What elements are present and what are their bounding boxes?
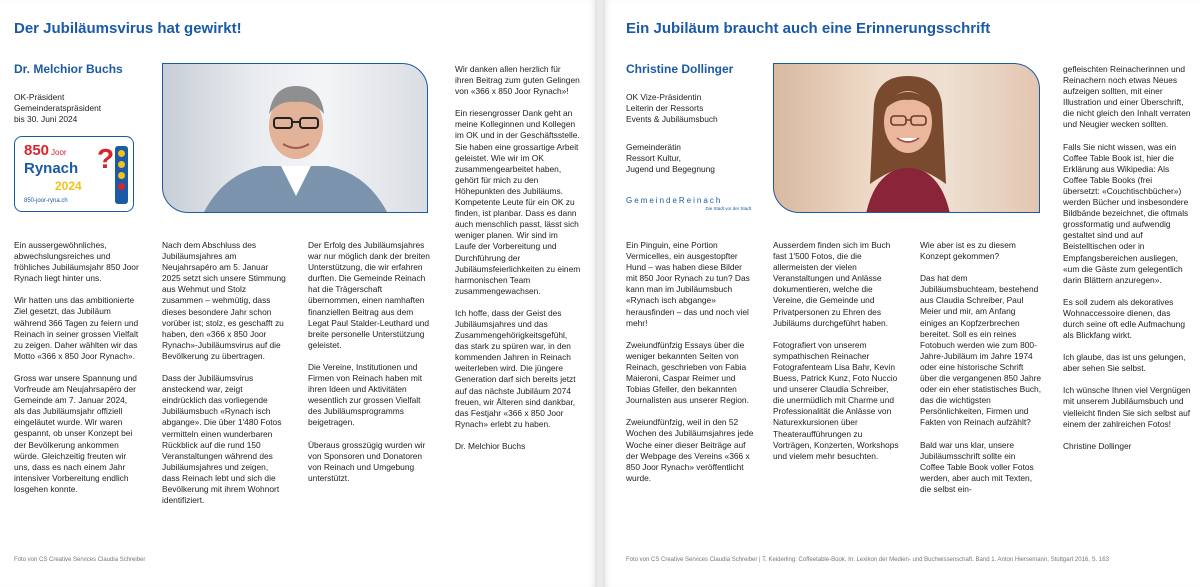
role-line: Gemeinderätin	[626, 142, 681, 152]
right-author-role-2	[626, 142, 715, 175]
jubilee-logo	[14, 136, 134, 212]
logo-name: Rynach	[24, 160, 79, 177]
right-column-3	[920, 240, 1042, 495]
paragraph: Überaus grosszügig wurden wir von Sponsoren und Donatoren von Reinach und Umgebung unterstützt.	[308, 439, 426, 483]
paragraph: Der Erfolg des Jubiläumsjahres war nur möglich dank der breiten Unterstützung, die wir erfahren durften. Die Gemeinde Reinach hat die Trägerschaft übernommen, einen namhaften finanziellen Beitrag aus dem Legat Paul Stalder-Leuthard und breite personelle Unterstützung geleistet.	[308, 240, 430, 350]
paragraph: Ein riesengrosser Dank geht an meine Kolleginnen und Kollegen im OK und in der Geschäftsstelle. Sie haben eine grossartige Arbeit geleistet. Wie wir im OK zusammengearbeitet haben, gehört für mich zu den Höhepunkten des Jubiläums. Kompetente Leute für ein OK zu finden, ist planbar. Dass es dann auch menschlich passt, lässt sich weniger planen. Wir sind im Laufe der Vorbereitung und Durchführung der Jubiläumsfeierlichkeiten zu einem harmonischen Team zusammengewachsen.	[455, 108, 581, 296]
paragraph: Ich wünsche Ihnen viel Vergnügen mit unserem Jubiläumsbuch und vielleicht finden Sie sich selbst auf einem der zahlreichen Fotos!	[1063, 385, 1191, 429]
paragraph: Das hat dem Jubiläumsbuchteam, bestehend aus Claudia Schreiber, Paul Meier und mir, am Anfang einiges an Kopfzerbrechen bereitet. Soll es ein reines Fotobuch werden wie zum 800-Jahre-Jubiläum im Jahre 1974 oder eine historische Schrift über die vergangenen 850 Jahre oder ein eher statistisches Buch, das die wichtigsten Persönlichkeiten, Firmen und Fakten von Reinach aufzählt?	[920, 273, 1042, 428]
paragraph: Ein aussergewöhnliches, abwechslungsreiches und fröhliches Jubiläumsjahr 850 Joor Rynach liegt hinter uns.	[14, 240, 139, 284]
gemeinde-reinach-logo	[626, 196, 751, 211]
right-photo-caption: Foto von CS Creative Services Claudia Schreiber | T. Keiderling: Coffeetable-Book. In: Lexikon der Medien- und Buchwissenschaft. Band 1. Anton Hiersemann, Stuttgart 2016, S. 163	[626, 557, 1109, 563]
role-line: bis 30. Juni 2024	[14, 114, 78, 124]
paragraph: Ich hoffe, dass der Geist des Jubiläumsjahres und das Zusammengehörigkeitsgefühl, das stark zu spüren war, in den kommenden Jahren in Reinach weiterleben wird. Die jüngere Generation darf sich bereits jetzt auf das nächste Jubiläum 2074 freuen, wir Älteren sind dankbar, das Festjahr «366 x 850 Joor Rynach» erlebt zu haben.	[455, 307, 576, 429]
paragraph: Ich glaube, das ist uns gelungen, aber sehen Sie selbst.	[1063, 352, 1186, 374]
right-column-2	[773, 240, 899, 462]
portrait-photo-christine	[773, 63, 1040, 213]
portrait-figure-icon	[163, 64, 428, 213]
paragraph: Zweiundfünfzig Essays über die weniger bekannten Seiten von Reinach, geschrieben von Fabia Maieroni, Caspar Reimer und Tobias Gfeller, den bekannten Journalisten aus unserer Region.	[626, 339, 749, 406]
paragraph: Wir hatten uns das ambitionierte Ziel gesetzt, das Jubiläum während 366 Tagen zu feiern und Reinach in seiner grossen Vielfalt zu zeigen. Daher wählten wir das Motto «366 x 850 Joor Rynach».	[14, 295, 139, 361]
signature: Christine Dollinger	[1063, 440, 1132, 451]
left-photo-caption: Foto von CS Creative Services Claudia Schreiber	[14, 557, 146, 563]
right-column-4	[1063, 64, 1191, 452]
role-line: Events & Jubiläumsbuch	[626, 114, 718, 124]
logo-question-icon: ?	[97, 143, 115, 174]
paragraph: Die Vereine, Institutionen und Firmen von Reinach haben mit ihren Ideen und Aktivitäten wesentlich zur grossen Vielfalt des Jubiläumsprogramms beigetragen.	[308, 361, 423, 428]
paragraph: Fotografiert von unserem sympathischen Reinacher Fotografenteam Lisa Bahr, Kevin Buess, Patrick Kunz, Foto Nuccio und unserer Claudia Schreiber, die unermüdlich mit Charme und Professionalität die Anlässe von Naturexkursionen über Theateraufführungen zu Vorträgen, Konzerten, Workshops und vielem mehr besuchten.	[773, 339, 899, 461]
paragraph: Dass der Jubiläumsvirus ansteckend war, zeigt eindrücklich das vorliegende Jubiläumsbuch «Rynach isch abgange». Die über 1'480 Fotos vermitteln einen wunderbaren Rückblick auf die rund 150 Veranstaltungen während des Jubiläumsjahres und zeigen, dass Reinach lebt und sich die Bevölkerung mit ihrem Wohnort identifiziert.	[162, 373, 282, 506]
right-headline: Ein Jubiläum braucht auch eine Erinnerungsschrift	[626, 20, 991, 37]
paragraph: Wie aber ist es zu diesem Konzept gekommen?	[920, 240, 1016, 262]
left-author-name: Dr. Melchior Buchs	[14, 62, 123, 76]
role-line: OK Vize-Präsidentin	[626, 92, 702, 102]
left-page	[0, 0, 597, 587]
paragraph: Es soll zudem als dekoratives Wohnaccessoire dienen, das durch seine oft edle Aufmachung als Blickfang wirkt.	[1063, 296, 1185, 341]
portrait-photo-melchior	[162, 63, 428, 213]
right-author-role	[626, 92, 718, 125]
left-column-1	[14, 240, 140, 495]
logo-bar-icon	[115, 146, 128, 204]
logo-year: 2024	[55, 179, 82, 193]
left-column-4	[455, 64, 581, 452]
gemeinde-logo-name: GemeindeReinach	[626, 196, 723, 205]
logo-url: 850-joor-ryna.ch	[24, 198, 68, 204]
role-line: Jugend und Begegnung	[626, 164, 715, 174]
role-line: OK-Präsident	[14, 92, 65, 102]
right-column-1	[626, 240, 754, 484]
paragraph: Ausserdem finden sich im Buch fast 1'500 Fotos, die die allermeisten der vielen Veranstaltungen und Anlässe dokumentieren, welche die Vereine, die Gemeinde und Privatpersonen zu Ehren des Jubiläums durchgeführt haben.	[773, 240, 891, 328]
signature: Dr. Melchior Buchs	[455, 440, 526, 451]
left-column-2	[162, 240, 288, 506]
role-line: Leiterin der Ressorts	[626, 103, 704, 113]
logo-number: 850 Joor	[24, 142, 67, 159]
left-headline: Der Jubiläumsvirus hat gewirkt!	[14, 20, 242, 37]
paragraph: Zweiundfünfzig, weil in den 52 Wochen des Jubiläumsjahres jede Woche einer dieser Beiträge auf der Webpage des Vereins «366 x 850 Joor Rynach» veröffentlicht wurde.	[626, 417, 754, 483]
gemeinde-logo-tagline: Die Stadt vor der Stadt	[705, 206, 751, 211]
portrait-figure-icon	[774, 64, 1040, 213]
role-line: Ressort Kultur,	[626, 153, 681, 163]
right-author-name: Christine Dollinger	[626, 62, 734, 76]
paragraph: Falls Sie nicht wissen, was ein Coffee Table Book ist, hier die Erklärung aus Wikipedia: Als Coffee Table Books (frei übersetzt: «Couchtischbücher») werden Bücher und insbesondere Bildbände bezeichnet, die oftmals grossformatig und aufwendig gestaltet sind und auf Beistelltischen oder in Empfangsbereichen ausliegen, «um die Gäste zum gelegentlich darin Blättern anzuregen».	[1063, 141, 1189, 285]
role-line: Gemeinderatspräsident	[14, 103, 102, 113]
paragraph: Ein Pinguin, eine Portion Vermicelles, ein ausgestopfter Hund – was haben diese Bilder mit 850 Joor Rynach zu tun? Das kann man im Jubiläumsbuch «Rynach isch abgange» herausfinden – das und noch viel mehr!	[626, 240, 750, 328]
paragraph: Gross war unsere Spannung und Vorfreude am Neujahrsapéro der Gemeinde am 7. Januar 2024, als das Jubiläumsjahr offiziell eingeläutet wurde. Wir waren gespannt, ob unser Konzept bei der Bevölkerung ankommen würde. Gleichzeitig freuten wir uns, dass es nach einem Jahr intensiver Vorbereitung endlich losgehen konnte.	[14, 372, 137, 494]
paragraph: gefleischten Reinacherinnen und Reinachern noch etwas Neues aufzeigen sollten, mit einer Illustration und einer Überschrift, die nicht gleich den Inhalt verraten und Neugier wecken sollten.	[1063, 64, 1191, 130]
left-author-role	[14, 92, 101, 125]
left-column-3	[308, 240, 432, 484]
paragraph: Nach dem Abschluss des Jubiläumsjahres am Neujahrsapéro am 5. Januar 2025 setzt sich unsere Stimmung aus Wehmut und Stolz zusammen – wehmütig, dass dieses besondere Jahr schon vorüber ist; stolz, es geschafft zu haben, den «366 x 850 Joor Rynach»-Jubiläumsvirus auf die Bevölkerung zu übertragen.	[162, 240, 286, 361]
right-page	[603, 0, 1200, 587]
paragraph: Bald war uns klar, unsere Jubiläumsschrift sollte ein Coffee Table Book voller Fotos werden, aber auch mit Texten, die selbst ein-	[920, 439, 1034, 494]
paragraph: Wir danken allen herzlich für ihren Beitrag zum guten Gelingen von «366 x 850 Joor Rynach»!	[455, 64, 580, 97]
